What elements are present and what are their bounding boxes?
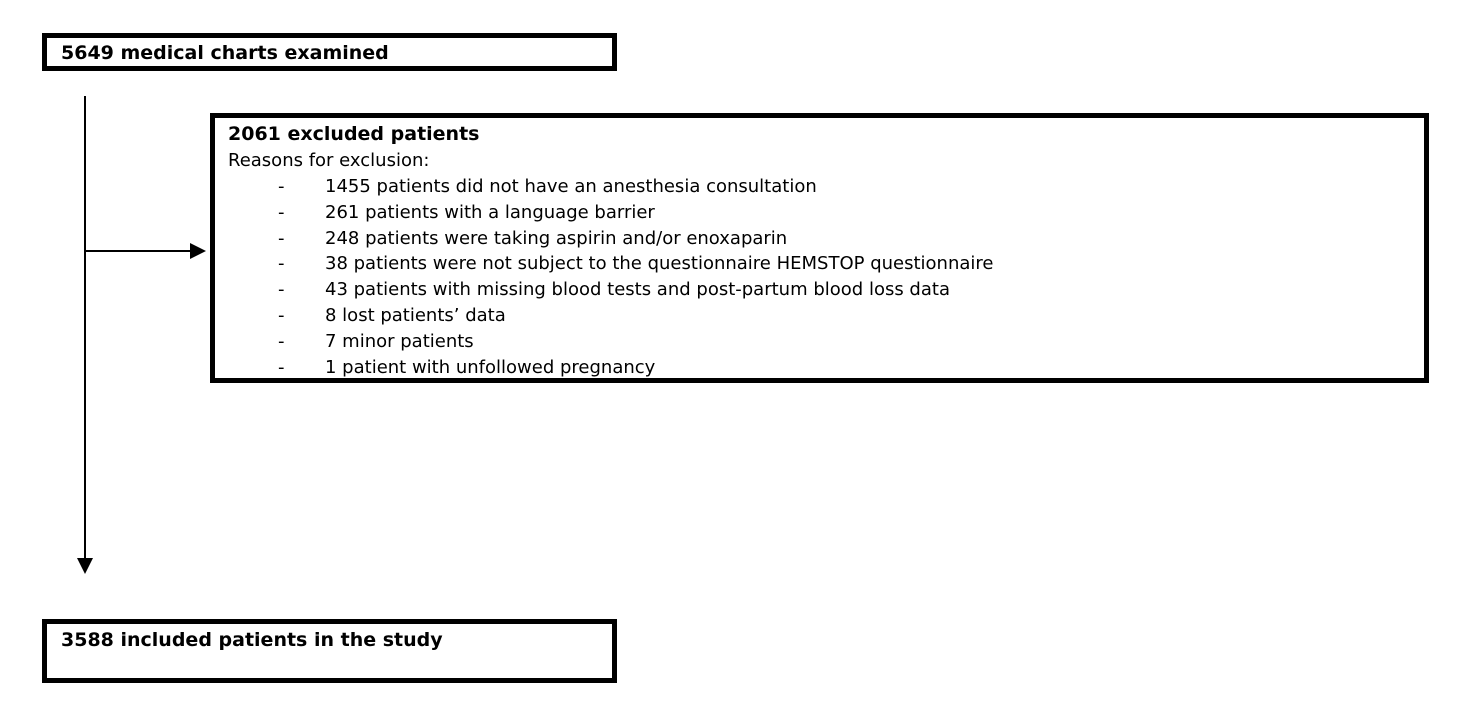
list-bullet: - (278, 176, 285, 197)
exclusion-reason-text: 38 patients were not subject to the questionnaire HEMSTOP questionnaire (325, 253, 994, 275)
exclusion-reasons-heading: Reasons for exclusion: (228, 150, 430, 171)
exclusion-reason-text: 8 lost patients’ data (325, 304, 506, 326)
charts-examined-box (42, 33, 617, 71)
included-patients-label: 3588 included patients in the study (61, 629, 443, 651)
main-flow-arrowhead (77, 558, 93, 574)
list-bullet: - (278, 304, 285, 326)
charts-examined-label: 5649 medical charts examined (61, 42, 389, 64)
exclusion-reason-text: 1 patient with unfollowed pregnancy (325, 356, 656, 378)
exclusion-reason-text: 261 patients with a language barrier (325, 201, 655, 223)
exclusion-reason-text: 7 minor patients (325, 330, 474, 352)
list-bullet: - (278, 201, 285, 223)
exclusion-reason-text: 43 patients with missing blood tests and post-partum blood loss data (325, 279, 950, 301)
included-patients-box (42, 619, 617, 683)
list-bullet: - (278, 227, 285, 249)
list-bullet: - (278, 253, 285, 275)
list-bullet: - (278, 279, 285, 301)
exclusion-branch-arrowhead (190, 243, 206, 259)
exclusion-reason-text: 248 patients were taking aspirin and/or enoxaparin (325, 227, 788, 249)
list-bullet: - (278, 330, 285, 352)
exclusion-reason-text: 1455 patients did not have an anesthesia consultation (325, 176, 817, 197)
excluded-patients-title: 2061 excluded patients (228, 123, 480, 145)
list-bullet: - (278, 356, 285, 378)
excluded-patients-box (210, 113, 1429, 383)
